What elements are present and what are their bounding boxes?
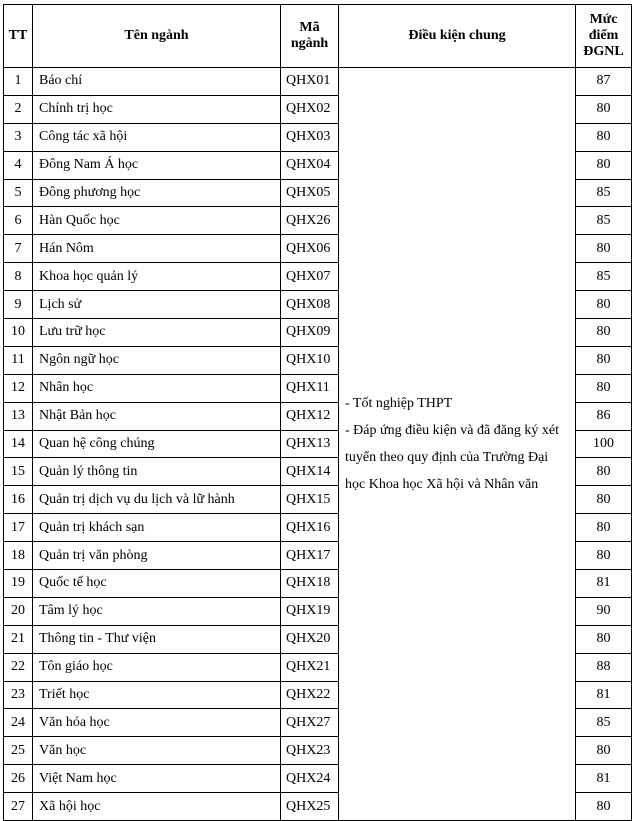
header-score-line1: Mức [589,12,618,27]
row-score: 85 [576,207,632,235]
row-tt: 15 [4,458,33,486]
row-code: QHX17 [281,542,339,570]
row-score: 81 [576,570,632,598]
row-code: QHX26 [281,207,339,235]
row-score: 100 [576,430,632,458]
row-score: 87 [576,68,632,96]
row-name: Hán Nôm [33,235,281,263]
row-tt: 25 [4,737,33,765]
row-tt: 7 [4,235,33,263]
row-code: QHX11 [281,374,339,402]
row-score: 88 [576,653,632,681]
row-code: QHX23 [281,737,339,765]
table-body [4,68,632,821]
row-tt: 2 [4,95,33,123]
row-score: 80 [576,737,632,765]
row-score: 80 [576,346,632,374]
row-code: QHX22 [281,681,339,709]
row-score: 86 [576,402,632,430]
row-score: 80 [576,319,632,347]
row-tt: 5 [4,179,33,207]
row-score: 80 [576,542,632,570]
row-tt: 18 [4,542,33,570]
condition-line-1: - Tốt nghiệp THPT [345,396,453,412]
row-code: QHX27 [281,709,339,737]
row-code: QHX01 [281,68,339,96]
row-code: QHX18 [281,570,339,598]
row-name: Quản trị văn phòng [33,542,281,570]
row-code: QHX24 [281,765,339,793]
row-name: Nhân học [33,374,281,402]
row-code: QHX09 [281,319,339,347]
row-score: 80 [576,793,632,821]
row-score: 81 [576,765,632,793]
row-name: Quốc tế học [33,570,281,598]
row-code: QHX10 [281,346,339,374]
row-tt: 14 [4,430,33,458]
header-score [576,5,632,68]
row-tt: 1 [4,68,33,96]
row-name: Xã hội học [33,793,281,821]
row-code: QHX07 [281,263,339,291]
header-row [4,5,632,68]
row-code: QHX02 [281,95,339,123]
row-tt: 9 [4,291,33,319]
row-code: QHX03 [281,123,339,151]
row-name: Việt Nam học [33,765,281,793]
row-tt: 20 [4,597,33,625]
row-score: 85 [576,709,632,737]
row-score: 90 [576,597,632,625]
row-name: Nhật Bản học [33,402,281,430]
row-score: 80 [576,235,632,263]
row-name: Công tác xã hội [33,123,281,151]
row-score: 80 [576,458,632,486]
row-tt: 13 [4,402,33,430]
row-tt: 21 [4,625,33,653]
row-name: Tâm lý học [33,597,281,625]
row-tt: 22 [4,653,33,681]
row-name: Quan hệ công chúng [33,430,281,458]
header-code-line2: ngành [290,36,329,51]
row-score: 80 [576,486,632,514]
row-code: QHX19 [281,597,339,625]
condition-line-2: - Đáp ứng điều kiện và đã đăng ký xét tuyển theo quy định của Trường Đại học Khoa học Xã hội và Nhân văn [345,423,560,493]
table-row [4,68,632,96]
row-tt: 12 [4,374,33,402]
row-name: Hàn Quốc học [33,207,281,235]
row-name: Khoa học quản lý [33,263,281,291]
row-name: Chính trị học [33,95,281,123]
row-tt: 19 [4,570,33,598]
row-tt: 4 [4,151,33,179]
row-score: 80 [576,374,632,402]
row-tt: 11 [4,346,33,374]
row-tt: 8 [4,263,33,291]
row-name: Văn học [33,737,281,765]
common-condition [339,68,576,821]
row-tt: 17 [4,514,33,542]
row-name: Lịch sử [33,291,281,319]
row-score: 80 [576,625,632,653]
row-code: QHX04 [281,151,339,179]
row-tt: 6 [4,207,33,235]
row-tt: 10 [4,319,33,347]
row-code: QHX15 [281,486,339,514]
row-code: QHX21 [281,653,339,681]
row-name: Tôn giáo học [33,653,281,681]
header-tt: TT [4,5,33,68]
admission-table [3,4,632,821]
row-code: QHX12 [281,402,339,430]
row-name: Văn hóa học [33,709,281,737]
header-code [281,5,339,68]
row-score: 80 [576,514,632,542]
row-name: Đông Nam Á học [33,151,281,179]
row-score: 80 [576,291,632,319]
header-code-line1: Mã [299,20,320,35]
row-name: Ngôn ngữ học [33,346,281,374]
row-score: 85 [576,179,632,207]
row-score: 80 [576,151,632,179]
row-tt: 27 [4,793,33,821]
row-name: Đông phương học [33,179,281,207]
row-tt: 16 [4,486,33,514]
row-tt: 24 [4,709,33,737]
row-code: QHX14 [281,458,339,486]
row-tt: 3 [4,123,33,151]
row-code: QHX13 [281,430,339,458]
row-code: QHX20 [281,625,339,653]
row-score: 85 [576,263,632,291]
row-name: Thông tin - Thư viện [33,625,281,653]
row-code: QHX06 [281,235,339,263]
row-tt: 23 [4,681,33,709]
header-score-line2: điểm [588,28,619,43]
header-name: Tên ngành [33,5,281,68]
row-score: 80 [576,123,632,151]
row-score: 81 [576,681,632,709]
row-code: QHX05 [281,179,339,207]
row-name: Báo chí [33,68,281,96]
row-code: QHX16 [281,514,339,542]
header-condition: Điều kiện chung [339,5,576,68]
row-name: Triết học [33,681,281,709]
row-tt: 26 [4,765,33,793]
row-score: 80 [576,95,632,123]
row-name: Quản lý thông tin [33,458,281,486]
row-name: Quản trị dịch vụ du lịch và lữ hành [33,486,281,514]
header-score-line3: ĐGNL [583,44,624,59]
row-name: Lưu trữ học [33,319,281,347]
row-code: QHX25 [281,793,339,821]
row-name: Quản trị khách sạn [33,514,281,542]
row-code: QHX08 [281,291,339,319]
